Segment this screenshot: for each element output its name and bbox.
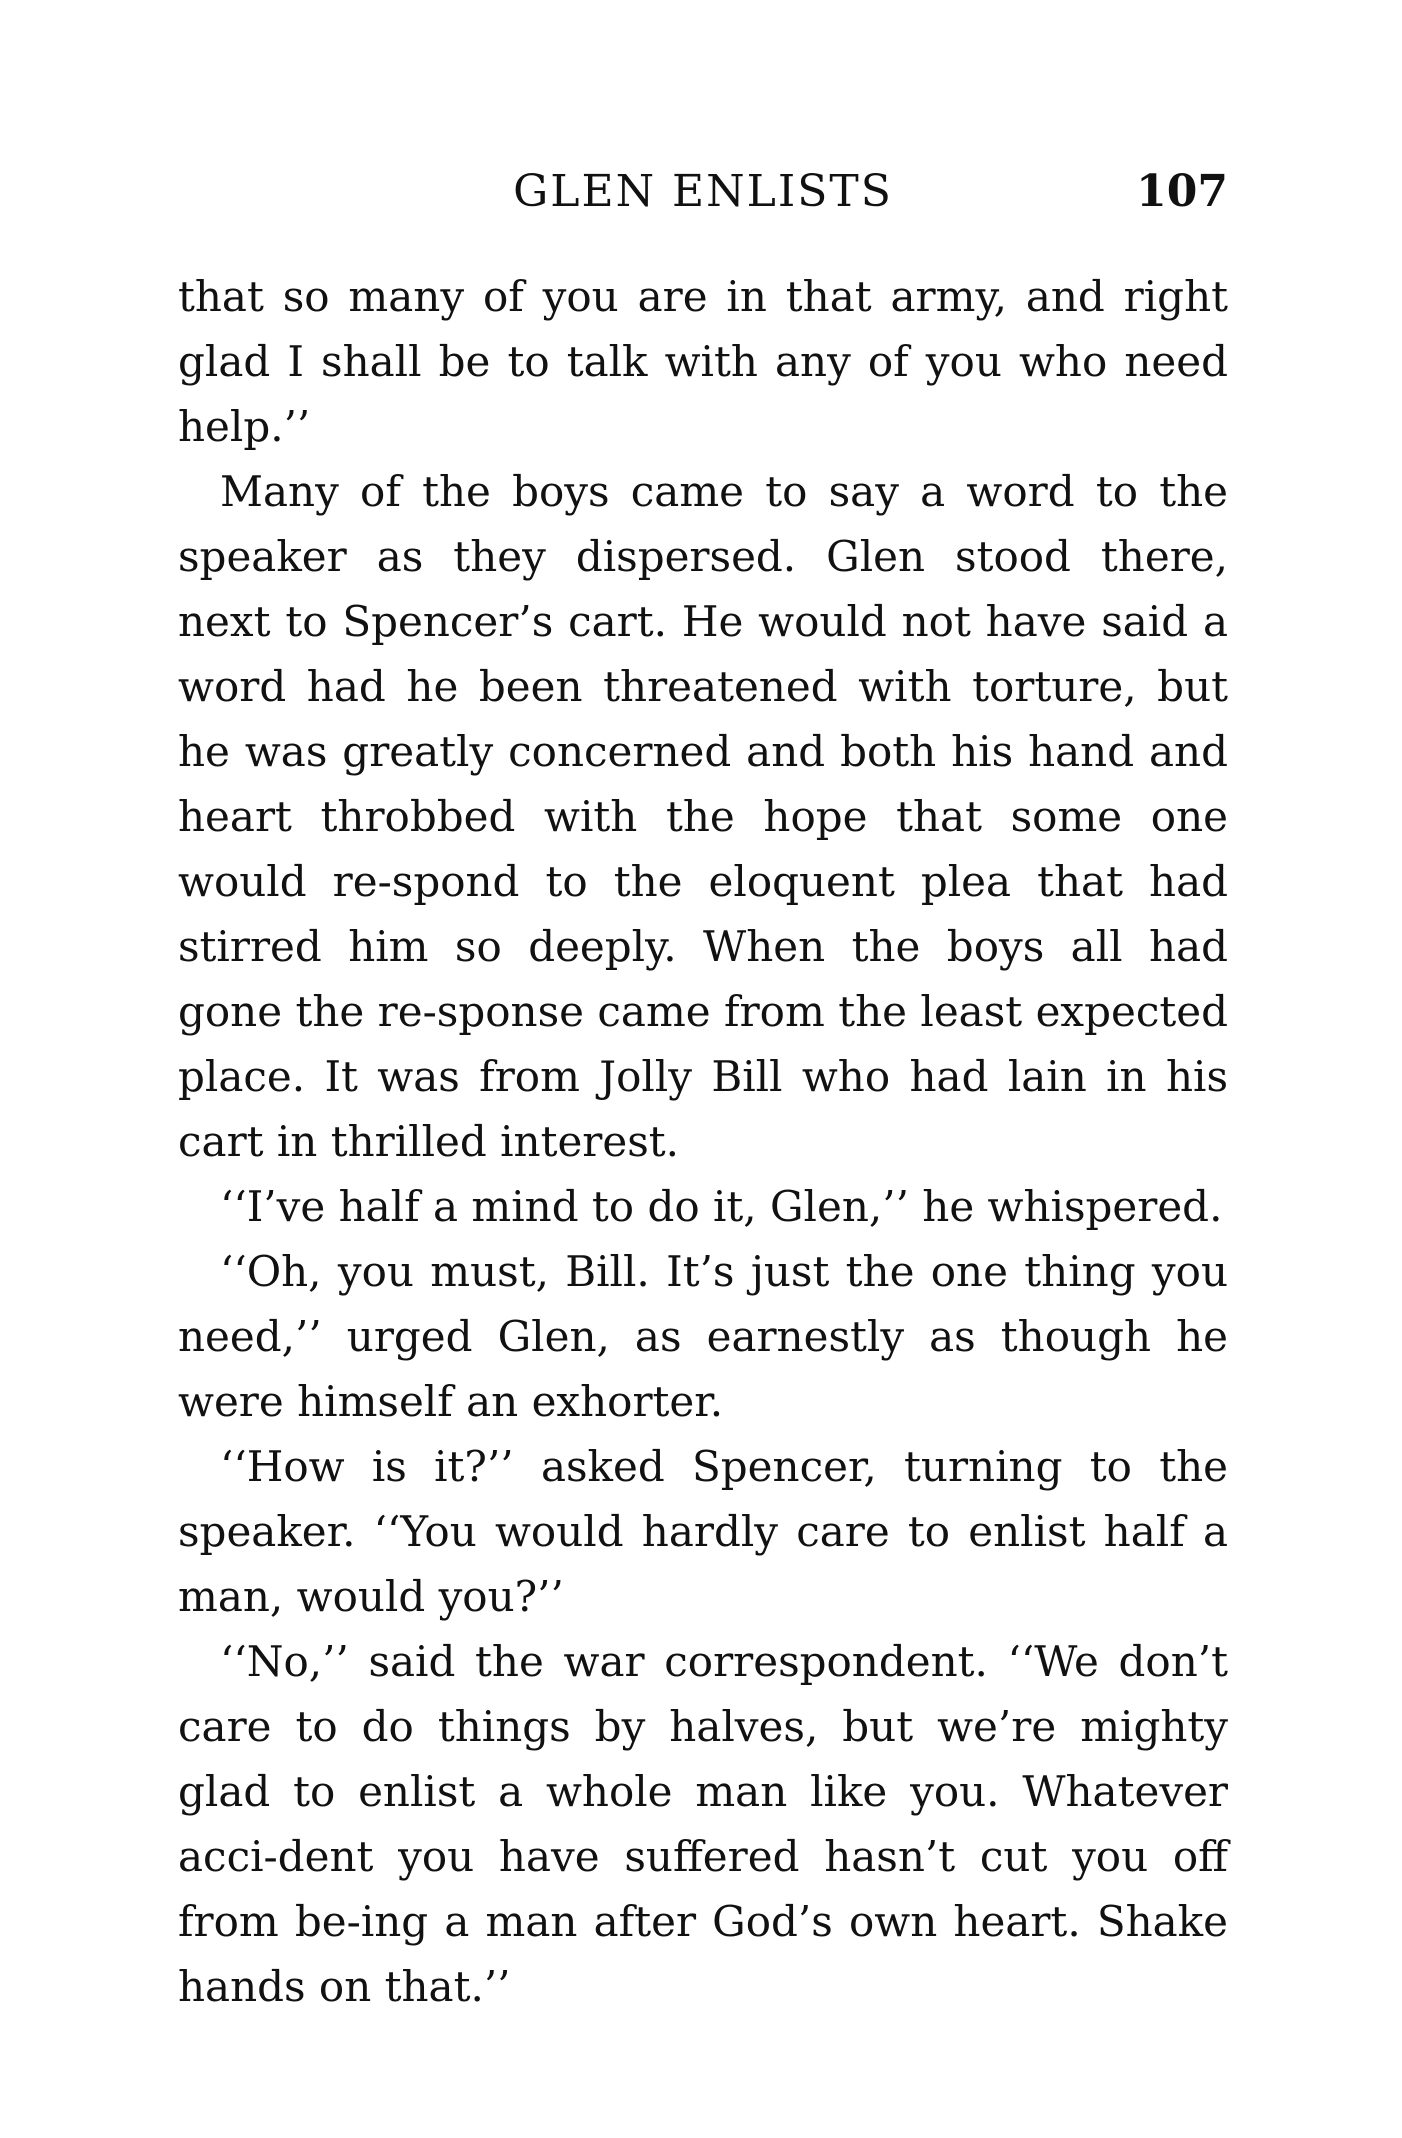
- body-text: [178, 264, 1228, 2019]
- paragraph-bill-whispers: ‘‘I’ve half a mind to do it, Glen,’’ he whispered.: [220, 1182, 1223, 1231]
- paragraph-continuation: that so many of you are in that army, and right glad I shall be to talk with any of you who need help.’’: [178, 272, 1228, 451]
- paragraph-spencer-asks: ‘‘How is it?’’ asked Spencer, turning to the speaker. ‘‘You would hardly care to enlist half a man, would you?’’: [178, 1442, 1228, 1621]
- paragraph-boys-dispersed: Many of the boys came to say a word to the speaker as they dispersed. Glen stood there, next to Spencer’s cart. He would not have said a word had he been threatened with torture, but he was greatly concerned and both his hand and heart throbbed with the hope that some one would re-spond to the eloquent plea that had stirred him so deeply. When the boys all had gone the re-sponse came from the least expected place. It was from Jolly Bill who had lain in his cart in thrilled interest.: [178, 467, 1228, 1166]
- page-number: 107: [1136, 166, 1228, 217]
- paragraph-glen-urges: ‘‘Oh, you must, Bill. It’s just the one thing you need,’’ urged Glen, as earnestly as though he were himself an exhorter.: [178, 1247, 1228, 1426]
- paragraph-correspondent-replies: ‘‘No,’’ said the war correspondent. ‘‘We don’t care to do things by halves, but we’re mighty glad to enlist a whole man like you. Whatever acci-dent you have suffered hasn’t cut you off from be-ing a man after God’s own heart. Shake hands on that.’’: [178, 1637, 1228, 2011]
- page-header: [178, 162, 1228, 222]
- running-head: GLEN ENLISTS: [513, 166, 893, 217]
